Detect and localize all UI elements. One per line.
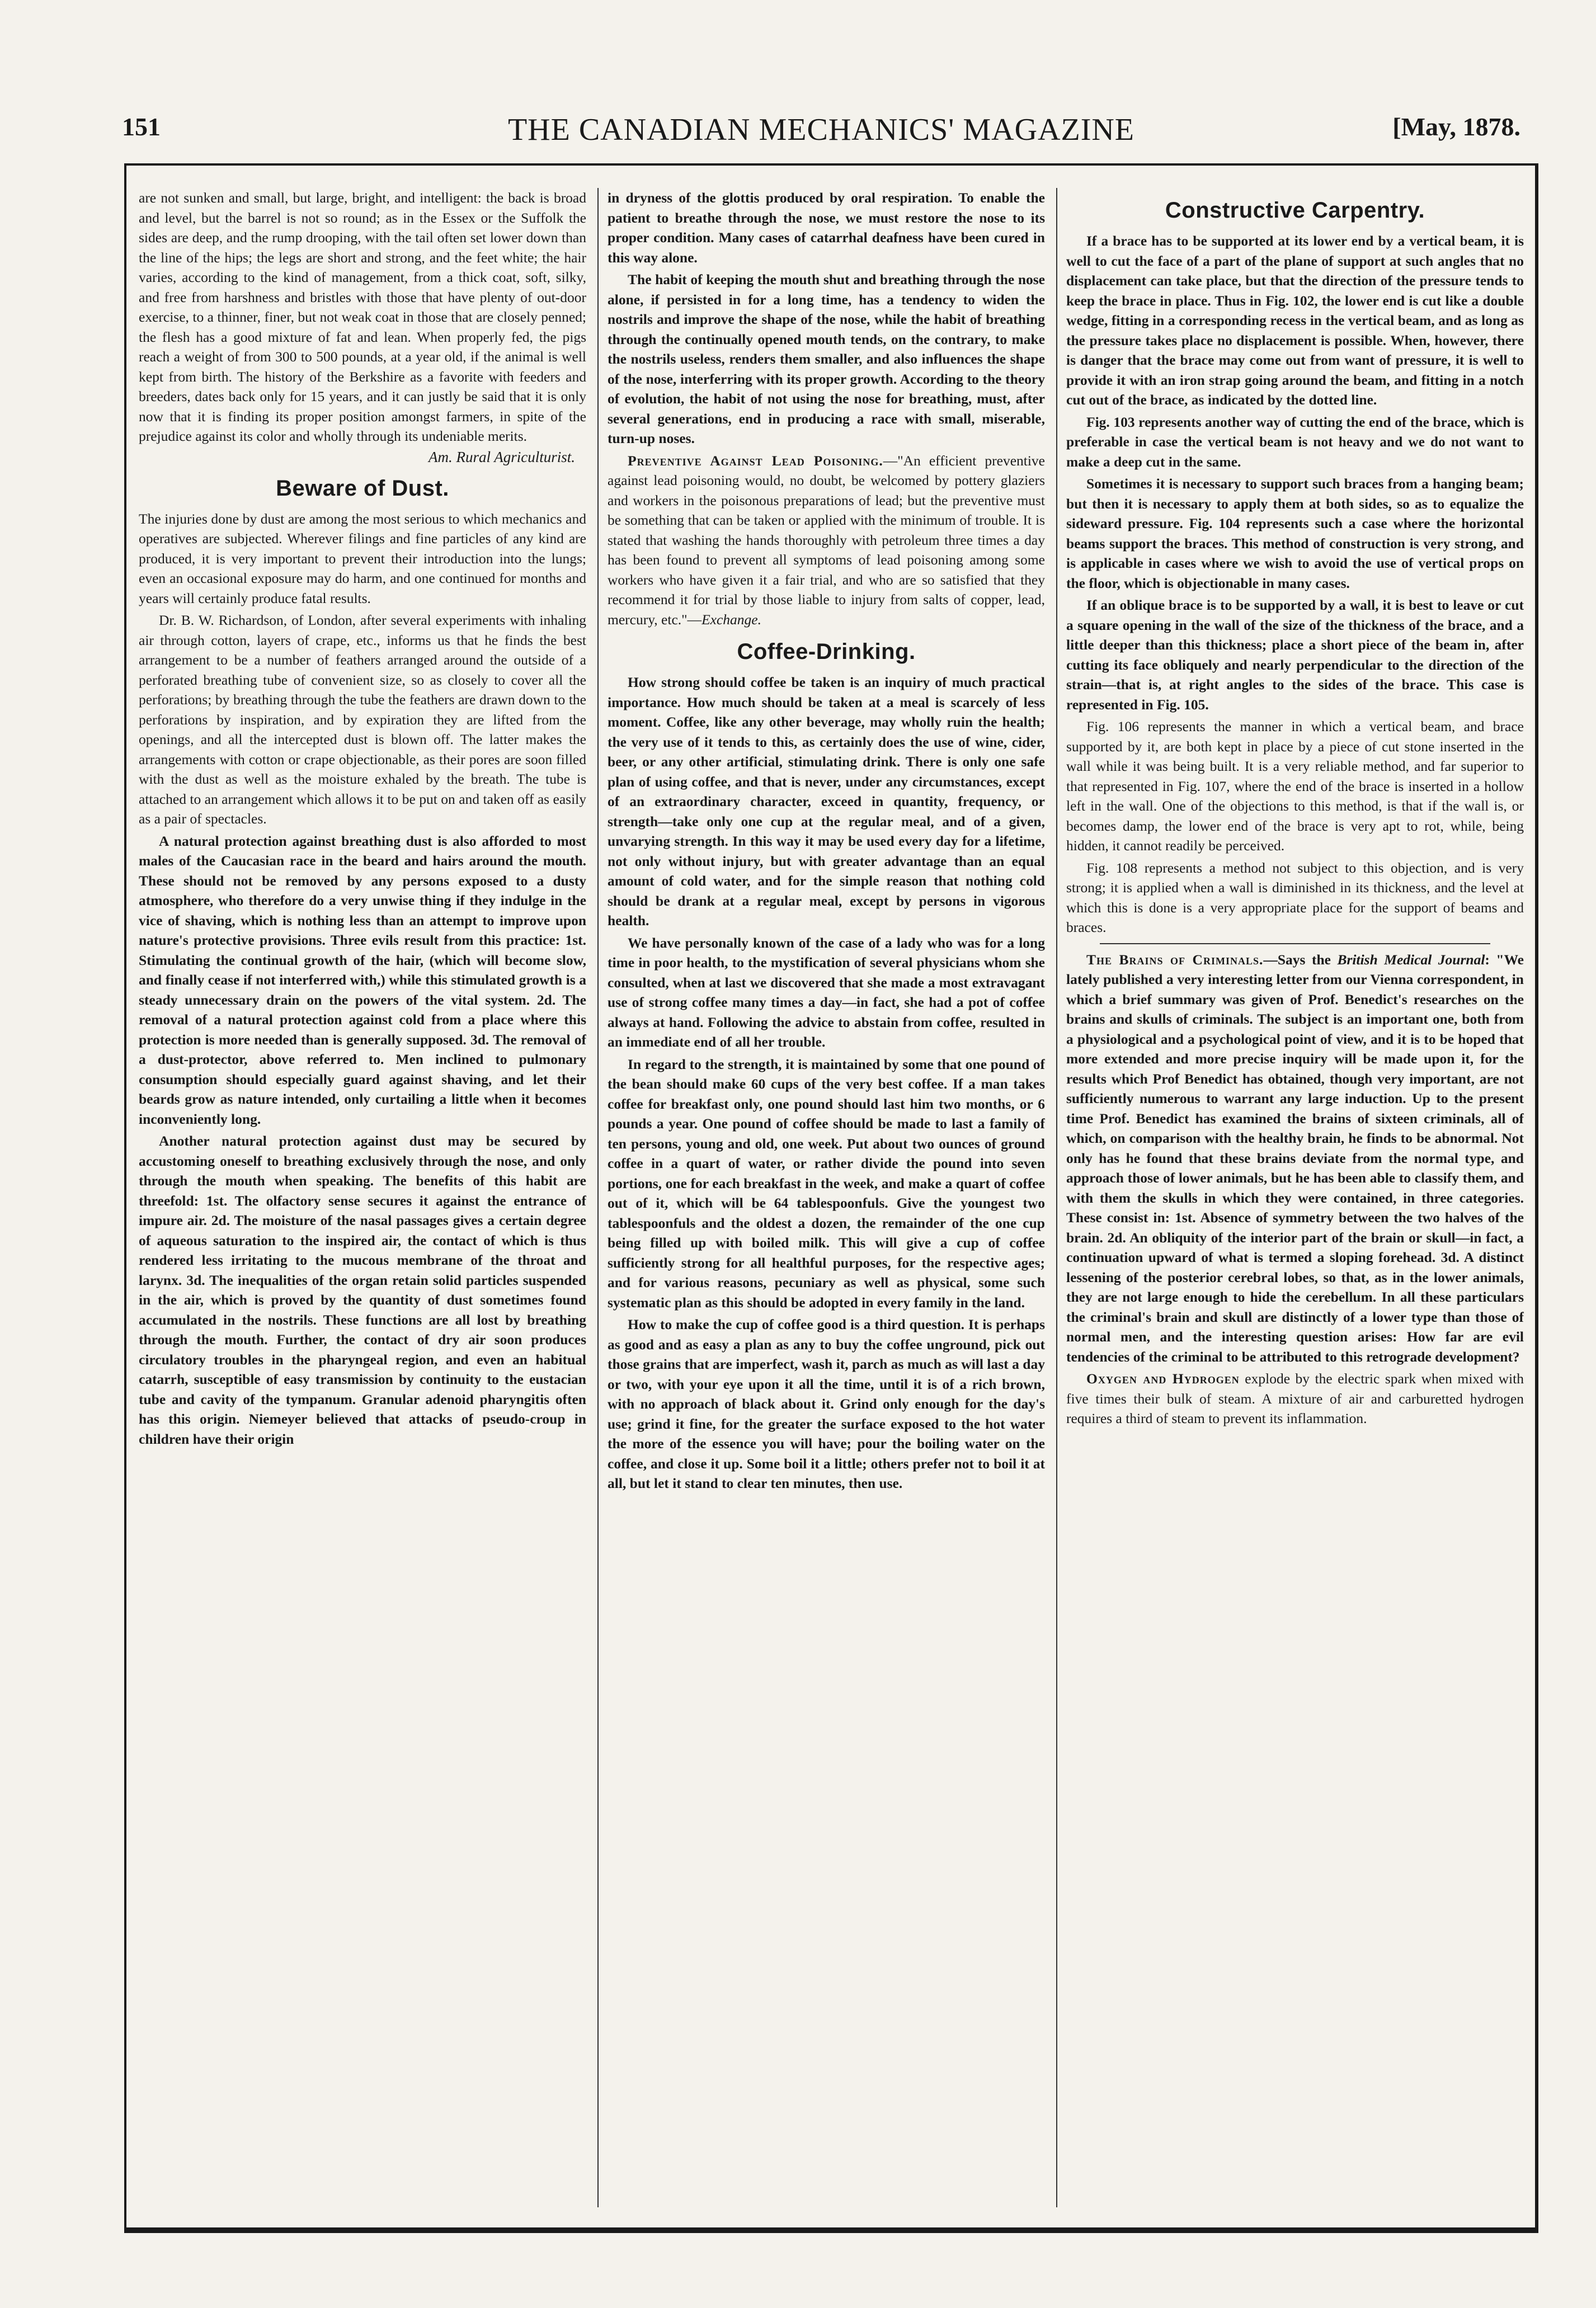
carpentry-paragraph-2: Fig. 103 represents another way of cutting the end of the brace, which is preferable in case the vertical beam is not heavy and we do not want to make a deep cut in the same. <box>1066 413 1524 470</box>
dust-paragraph-4: Another natural protection against dust may be secured by accustoming oneself to breathing exclusively through the nose, and only through the mouth when speaking. The benefits of this habit are threefold: 1st. The olfactory sense secures it against the entrance of impure air. 2d. The moisture of the nasal passages gives a certain degree of aqueous saturation to the inspired air, the contact of which is thus rendered less irritating to the mucous membrane of the throat and larynx. 3d. The inequalities of the organ retain solid particles suspended in the air, which is proved by the quantity of dust sometimes found accumulated in the nostrils. These functions are all lost by breathing through the mouth. Further, the contact of dry air soon produces circulatory troubles in the pharyngeal region, and even an habitual catarrh, susceptible of easy transmission by continuity to the eustacian tube and cavity of the tympanum. Granular adenoid pharyngitis often has this origin. Niemeyer believed that attacks of pseudo-croup in children have their origin <box>139 1133 586 1447</box>
lead-poisoning-source: Exchange. <box>702 611 761 628</box>
brains-body-start: —Says the <box>1263 951 1338 968</box>
brains-lead-in: The Brains of Criminals. <box>1086 951 1264 968</box>
coffee-paragraph-1: How strong should coffee be taken is an inquiry of much practical importance. How much should be taken at a meal is scarcely of less moment. Coffee, like any other beverage, may wholly ruin the health; the very use of it tends to this, as certainly does the use of wine, cider, beer, or any other artificial, stimulating drink. There is only one safe plan of using coffee, and that is never, under any circumstances, except of an extraordinary character, exceed in quantity, frequency, or strength—take only one cup at the regular meal, and of a given, unvarying strength. In this way it may be used every day for a lifetime, not only without injury, but with greater advantage than an equal amount of cold water, and for the simple reason that nothing cold should be drank at a regular meal, except by persons in vigorous health. <box>608 674 1045 929</box>
dust-paragraph-3: A natural protection against breathing dust is also afforded to most males of the Caucasian race in the beard and hairs around the mouth. These should not be removed by any persons exposed to a dusty atmosphere, who therefore do a very unwise thing if they indulge in the vice of shaving, which is nothing less than an attempt to improve upon nature's protective provisions. Three evils result from this practice: 1st. Stimulating the continual growth of the hair, (which will become slow, and finally cease if not interferred with,) while this stimulated growth is a steady unnecessary drain on the powers of the vital system. 2d. The removal of a natural protection against cold from a place where this protection is more needed than is generally supposed. 3d. The removal of a dust-protector, above referred to. Men inclined to pulmonary consumption should especially guard against shaving, and let their beards grow as nature intended, only curtailing a little when it becomes inconveniently long. <box>139 832 586 1127</box>
carpentry-paragraph-5: Fig. 106 represents the manner in which a vertical beam, and brace supported by it, are both kept in place by a piece of cut stone inserted in the wall while it was being built. It is a very reliable method, and far superior to that represented in Fig. 107, where the end of the brace is inserted in a hollow left in the wall. One of the objections to this method, is that if the wall is, or becomes damp, the lower end of the brace is very apt to rot, while, being hidden, it cannot readily be perceived. <box>1066 718 1524 854</box>
brains-journal: British Medical Journal <box>1337 951 1485 968</box>
column-1 <box>139 188 586 2207</box>
running-head <box>122 112 1520 151</box>
carpentry-heading: Constructive Carpentry. <box>1165 198 1425 223</box>
carpentry-paragraph-1: If a brace has to be supported at its lower end by a vertical beam, it is well to cut the face of a part of the plane of support at such angles that no displacement can take place, but that the direction of the pressure tends to keep the brace in place. Thus in Fig. 102, the lower end is cut like a double wedge, fitting in a corresponding recess in the vertical beam, and as long as the pressure takes place no displacement is possible. When, however, there is danger that the brace may come out from want of pressure, it is well to provide it with an iron strap going around the beam, and fitting in a notch cut out of the brace, as indicated by the dotted line. <box>1066 233 1524 408</box>
brains-paragraph <box>1066 950 1524 1367</box>
coffee-paragraph-4: How to make the cup of coffee good is a third question. It is perhaps as good and as easy a plan as any to buy the coffee unground, pick out those grains that are imperfect, wash it, parch as much as will last a day or two, with your eye upon it all the time, until it is of a rich brown, with no approach of black about it. Grind only enough for the day's use; grind it fine, for the greater the surface exposed to the hot water the more of the essence you will have; pour the boiling water on the coffee, and close it up. Some boil it a little; others prefer not to boil it at all, but let it stand to clear ten minutes, then use. <box>608 1316 1045 1491</box>
coffee-heading: Coffee-Drinking. <box>737 639 916 664</box>
dust-heading: Beware of Dust. <box>276 475 449 501</box>
carpentry-paragraph-3: Sometimes it is necessary to support such braces from a hanging beam; but then it is necessary to apply them at both sides, so as to equalize the sideward pressure. Fig. 104 represents such a case where the horizontal beams support the braces. This method of construction is very strong, and is applicable in cases where we wish to avoid the use of vertical props on the floor, which is objectionable in many cases. <box>1066 475 1524 591</box>
magazine-title: THE CANADIAN MECHANICS' MAGAZINE <box>507 112 1135 147</box>
pig-signature: Am. Rural Agriculturist. <box>428 448 575 465</box>
brains-body: : "We lately published a very interesting letter from our Vienna correspondent, in which a brief summary was given of Prof. Benedict's researches on the brains and skulls of criminals. The subject is an important one, both from a physiological and a psychological point of view, and it is to be hoped that more extended and more precise inquiry will be made upon it, for the results which Prof Benedict has obtained, though very important, are not sufficiently numerous to warrant any large induction. Up to the present time Prof. Benedict has examined the brains of sixteen criminals, all of which, on comparison with the healthy brain, he finds to be abnormal. Not only has he found that these brains deviate from the normal type, and approach those of lower animals, but he has been able to classify them, and with them the skulls in which they were contained, in three categories. These consist in: 1st. Absence of symmetry between the two halves of the brain. 2d. An obliquity of the interior part of the brain or skull—in fact, a continuation upward of what is termed a sloping forehead. 3d. A distinct lessening of the posterior cerebral lobes, so that, as in the lower animals, they are not large enough to hide the cerebellum. In all these particulars the criminal's brain and skull are distinctly of a lower type than those of normal men, and the interesting question arises: How far are evil tendencies of the criminal to be attributed to this retrograde development? <box>1066 951 1524 1365</box>
oxygen-body: explode by the electric spark when mixed with five times their bulk of steam. A mixture of air and carburetted hydrogen requires a third of steam to prevent its inflammation. <box>1066 1370 1524 1426</box>
carpentry-paragraph-4: If an oblique brace is to be supported by a wall, it is best to leave or cut a square opening in the wall of the size of the thickness of the brace, and a little deeper than this thickness; place a short piece of the beam in, after cutting its face obliquely and nearly perpendicular to the direction of the strain—that is, at right angles to the sides of the brace. This case is represented in Fig. 105. <box>1066 597 1524 713</box>
column-3 <box>1056 188 1524 2207</box>
dust-paragraph-2: Dr. B. W. Richardson, of London, after several experiments with inhaling air through cotton, layers of crape, etc., informs us that he finds the best arrangement to be a number of feathers arranged around the outside of a perforated breathing tube of convenient size, so as closely to cover all the perforations; by breathing through the tube the feathers are drawn down to the perforations by inspiration, and by expiration they are lifted from the openings, and all the intercepted dust is blown off. The latter makes the arrangements with cotton or crape objectionable, as their pores are soon filled with the dust as well as the moisture exhaled by the breath. The tube is attached to an arrangement which allows it to be put on and taken off as easily as a pair of spectacles. <box>139 612 586 827</box>
lead-poisoning-paragraph <box>608 451 1045 630</box>
dust-cont-paragraph-1: in dryness of the glottis produced by oral respiration. To enable the patient to breathe through the nose, we must restore the nose to its proper condition. Many cases of catarrhal deafness have been cured in this way alone. <box>608 190 1045 266</box>
lead-poisoning-lead-in: Preventive Against Lead Poisoning. <box>628 452 883 469</box>
column-2 <box>597 188 1045 2207</box>
lead-poisoning-body: —"An efficient preventive against lead poisoning would, no doubt, be welcomed by pottery glaziers and workers in the poisonous preparations of lead; but the preventive must be something that can be taken or applied with the minimum of trouble. It is stated that washing the hands thoroughly with petroleum three times a day has been found to prevent all symptoms of lead poisoning among some workers who have given it a fair trial, and who are so satisfied that they recommend it for trial by those liable to injury from salts of copper, lead, mercury, etc."— <box>608 452 1045 628</box>
oxygen-paragraph <box>1066 1369 1524 1429</box>
coffee-paragraph-2: We have personally known of the case of a lady who was for a long time in poor health, to the mystification of several physicians whom she consulted, when at last we discovered that she made a most extravagant use of strong coffee many times a day—in fact, she had a pot of coffee always at hand. Following the advice to abstain from coffee, resulted in an immediate end of all her trouble. <box>608 934 1045 1050</box>
oxygen-lead-in: Oxygen and Hydrogen <box>1086 1370 1240 1387</box>
pig-paragraph: are not sunken and small, but large, bright, and intelligent: the back is broad and level, but the barrel is not so round; as in the Essex or the Suffolk the sides are deep, and the rump drooping, with the tail often set lower down than the line of the hips; the legs are short and strong, and the feet white; the hair varies, according to the kind of management, from a thick coat, soft, silky, and free from harshness and bristles with those that have plenty of out-door exercise, to a thinner, finer, but not weak coat in those that are closely penned; the flesh has a good mixture of fat and lean. When properly fed, the pigs reach a weight of from 300 to 500 pounds, at a year old, if the animal is well kept from birth. The history of the Berkshire as a favorite with feeders and breeders, dates back only for 15 years, and it can justly be said that it is only now that it is finding its proper position amongst farmers, in spite of the prejudice against its color and wholly through its undeniable merits. <box>139 190 586 444</box>
dust-paragraph-1: The injuries done by dust are among the most serious to which mechanics and operatives are subjected. Wherever filings and fine particles of any kind are produced, it is very important to prevent their introduction into the lungs; even an occasional exposure may do harm, and one continued for months and years will certainly produce fatal results. <box>139 510 586 606</box>
page-number: 151 <box>122 112 161 141</box>
page-frame <box>124 163 1538 2233</box>
section-divider <box>1100 943 1490 944</box>
carpentry-paragraph-6: Fig. 108 represents a method not subject to this objection, and is very strong; it is applied when a wall is diminished in its thickness, and the level at which this is done is a very appropriate place for the support of beams and braces. <box>1066 859 1524 935</box>
dust-cont-paragraph-2: The habit of keeping the mouth shut and breathing through the nose alone, if persisted in for a long time, has a tendency to widen the nostrils and improve the shape of the nose, while the habit of breathing through the continually opened mouth tends, on the contrary, to make the nostrils useless, renders them smaller, and also influences the shape of the nose, interferring with its proper growth. According to the theory of evolution, the habit of not using the nose for breathing, must, after several generations, end in producing a race with small, miserable, turn-up noses. <box>608 271 1045 446</box>
issue-date: [May, 1878. <box>1392 112 1520 141</box>
coffee-paragraph-3: In regard to the strength, it is maintained by some that one pound of the bean should make 60 cups of the very best coffee. If a man takes coffee for breakfast only, one pound should last him two months, or 6 pounds a year. One pound of coffee should be made to last a family of ten persons, young and old, one week. Put about two ounces of ground coffee in a quart of water, or rather divide the pound into seven portions, one for each breakfast in the week, and make a quart of coffee out of it, which will be 64 tablespoonfuls. Give the youngest two tablespoonfuls and the oldest a dozen, the remainder of the one cup being filled up with boiled milk. This will give a cup of coffee sufficiently strong for all healthful purposes, for the respective ages; and for various reasons, pecuniary as well as physical, some such systematic plan as this should be adopted in every family in the land. <box>608 1056 1045 1311</box>
